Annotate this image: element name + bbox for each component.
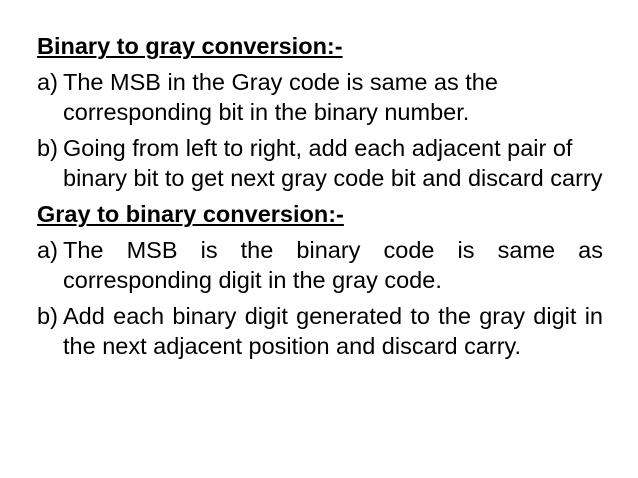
slide-content — [37, 31, 603, 367]
list-marker: b) — [37, 303, 58, 329]
list-marker: b) — [37, 135, 58, 161]
list-item-text: The MSB in the Gray code is same as the corresponding bit in the binary number. — [63, 69, 498, 125]
list-item — [37, 133, 603, 193]
list-item — [37, 235, 603, 295]
section-title-gray-to-binary: Gray to binary conversion:- — [37, 201, 344, 227]
list-marker: a) — [37, 237, 58, 263]
list-marker: a) — [37, 69, 58, 95]
list-item-text: The MSB is the binary code is same as corresponding digit in the gray code. — [63, 237, 603, 293]
section-title-binary-to-gray: Binary to gray conversion:- — [37, 33, 343, 59]
list-item — [37, 67, 603, 127]
list-item — [37, 301, 603, 361]
list-item-text: Going from left to right, add each adjacent pair of binary bit to get next gray code bit and discard carry — [63, 135, 603, 191]
list-item-text: Add each binary digit generated to the gray digit in the next adjacent position and discard carry. — [63, 303, 603, 359]
